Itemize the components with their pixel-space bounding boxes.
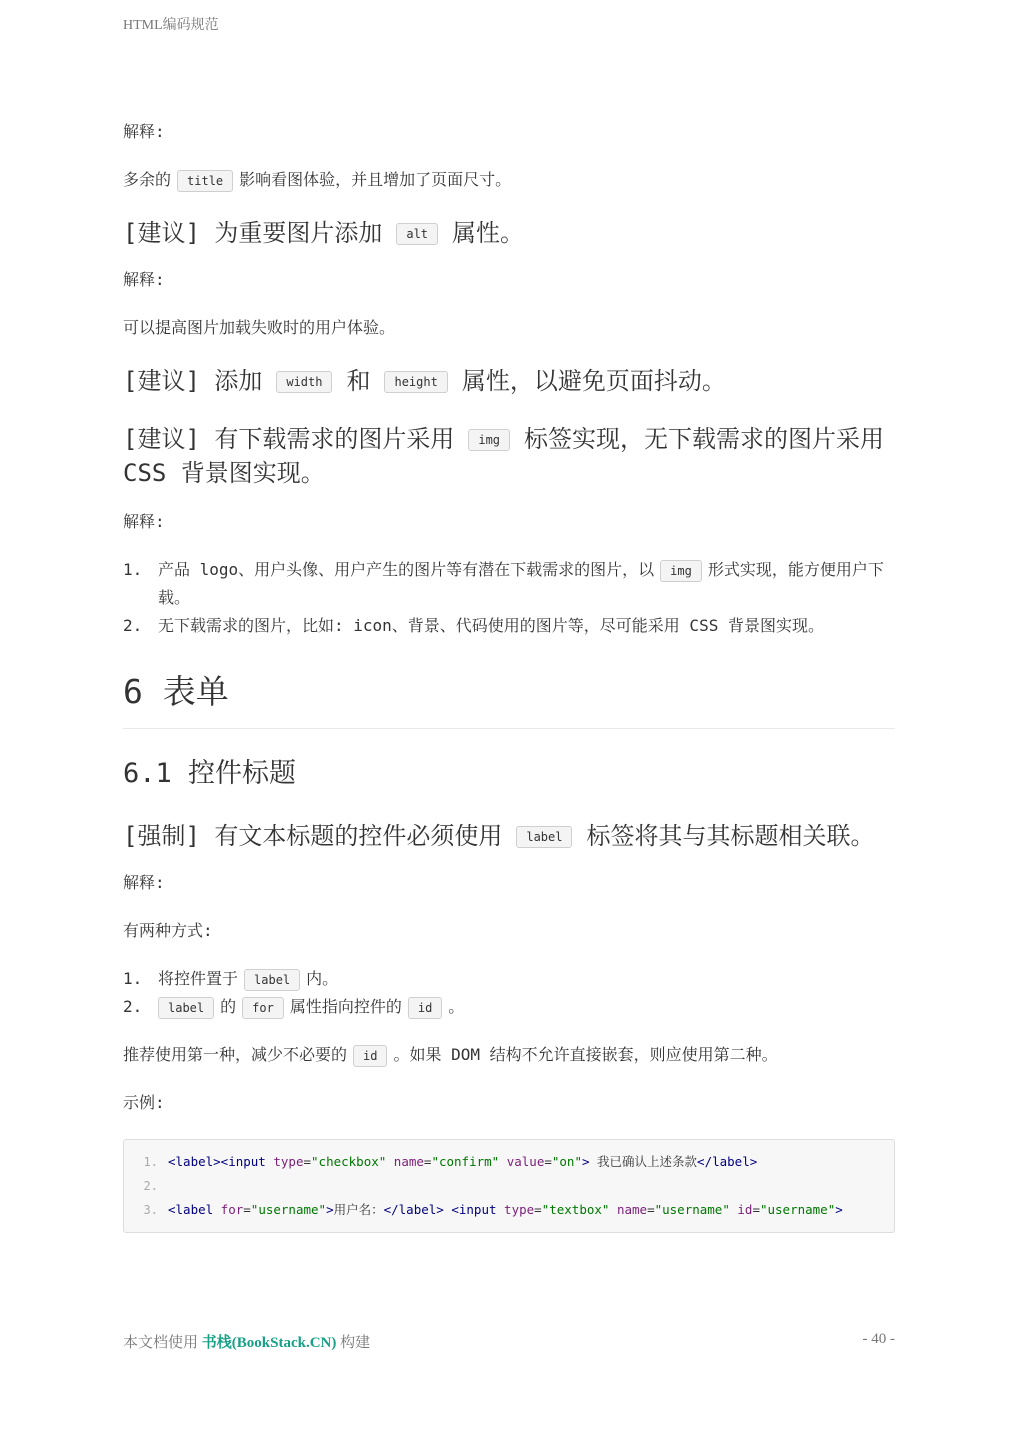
rule-heading-label: [强制] 有文本标题的控件必须使用 label 标签将其与其标题相关联。 [123,822,875,850]
paragraph: 可以提高图片加载失败时的用户体验。 [123,318,396,337]
inline-code: img [468,429,510,451]
text: 影响看图体验，并且增加了页面尺寸。 [239,170,512,189]
explain-label: 解释: [123,873,165,892]
list-item: 2. 无下载需求的图片，比如: icon、背景、代码使用的图片等，尽可能采用 CSS 背景图实现。 [123,616,824,635]
rule-heading-img: [建议] 有下载需求的图片采用 img 标签实现，无下载需求的图片采用 CSS 背景图实现。 [123,425,885,487]
inline-code: width [276,371,332,393]
line-number: 2. [143,1179,158,1193]
explain-label: 解释: [123,512,165,531]
inline-code: alt [396,223,438,245]
text: 多余的 [123,170,172,189]
code-block [123,1139,895,1233]
section-title: 6 表单 [123,672,229,711]
inline-code: label [158,997,214,1019]
inline-code: label [516,826,572,848]
page-content [123,118,895,1233]
inline-code: id [353,1045,387,1067]
inline-code: title [177,170,233,192]
example-label: 示例: [123,1093,165,1112]
explain-label: 解释: [123,122,165,141]
code-line [124,1174,894,1198]
explain-label: 解释: [123,270,165,289]
paragraph: 推荐使用第一种，减少不必要的 id 。如果 DOM 结构不允许直接嵌套，则应使用第二种。 [123,1041,895,1069]
subsection-title: 6.1 控件标题 [123,758,297,789]
line-number: 3. [143,1203,158,1217]
list-item: 2. label 的 for 属性指向控件的 id 。 [123,993,895,1021]
line-number: 1. [143,1155,158,1169]
inline-code: for [242,997,284,1019]
list-item: 1. 将控件置于 label 内。 [123,965,895,993]
method-list [123,965,895,1021]
page-footer: 本文档使用 书栈(BookStack.CN) 构建 - 40 - [123,1331,895,1351]
inline-code: height [384,371,447,393]
inline-code: img [660,560,702,582]
inline-code: label [244,969,300,991]
running-header: HTML编码规范 [123,18,219,33]
explain-list [123,556,895,640]
inline-code: id [408,997,442,1019]
code-line: 3. <label for = "username" > 用户名： </label> <input type = "textbox" name = "username" id = "username" > [124,1198,894,1222]
rule-heading-size: [建议] 添加 width 和 height 属性，以避免页面抖动。 [123,367,726,395]
paragraph [123,166,895,194]
rule-heading-alt: [建议] 为重要图片添加 alt 属性。 [123,219,525,247]
paragraph: 有两种方式: [123,921,213,940]
code-line: 1. <label><input type = "checkbox" name = "confirm" value = "on" > 我已确认上述条款 </label> [124,1150,894,1174]
page-number: - 40 - [862,1331,895,1347]
section-6-heading [123,670,895,729]
brand-link[interactable]: 书栈(BookStack.CN) [201,1335,337,1351]
list-item: 1. 产品 logo、用户头像、用户产生的图片等有潜在下载需求的图片，以 img 形式实现，能方便用户下载。 [123,560,884,607]
